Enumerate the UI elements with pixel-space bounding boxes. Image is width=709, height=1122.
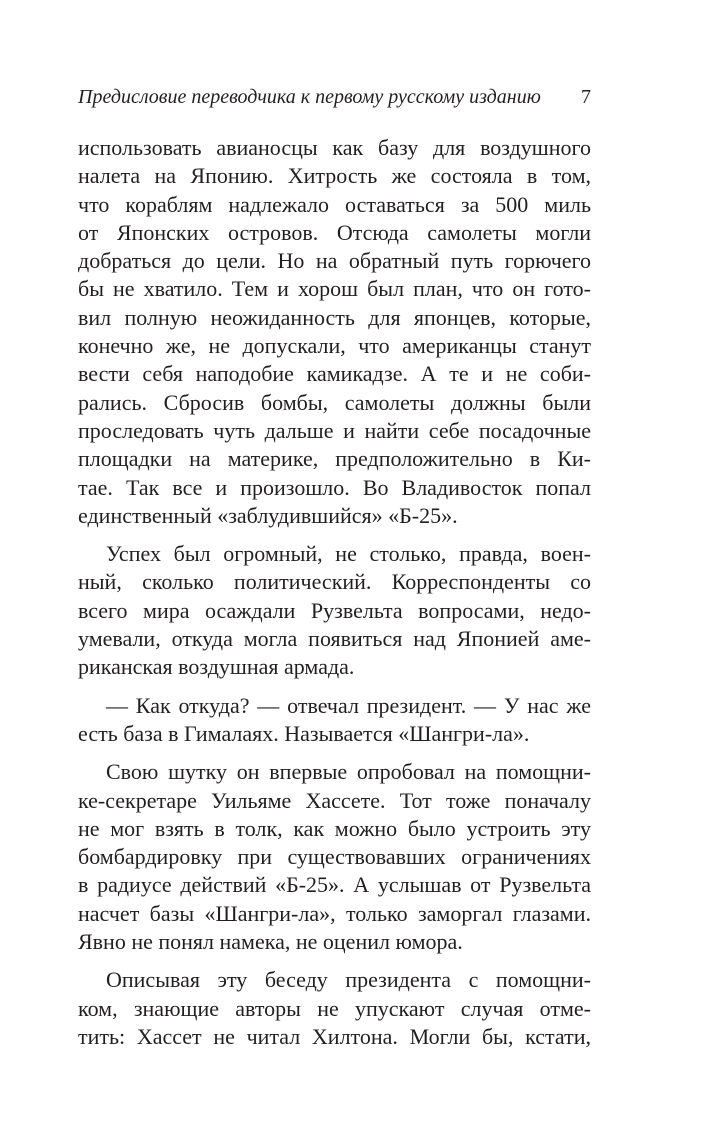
text-line: ком, знающие авторы не упускают случая отме- <box>78 995 591 1021</box>
text-line: риканская воздушная армада. <box>78 654 355 680</box>
text-line: есть база в Гималаях. Называется «Шангри-ла». <box>78 720 530 746</box>
text-line: ке-секретаре Уильяме Хассете. Тот тоже поначалу <box>78 787 591 813</box>
text-line: ный, сколько политический. Корреспонденты со <box>78 569 591 595</box>
text-line: единственный «заблудившийся» «Б-25». <box>78 502 458 528</box>
paragraph-5 <box>78 966 591 1051</box>
text-line: Свою шутку он впервые опробовал на помощни- <box>106 759 591 785</box>
text-line: тить: Хассет не читал Хилтона. Могли бы, кстати, <box>78 1023 591 1049</box>
text-line: что кораблям надлежало оставаться за 500 миль <box>78 191 591 217</box>
body-text <box>78 134 591 1051</box>
text-line: проследовать чуть дальше и найти себе посадочные <box>78 417 591 443</box>
text-line: в радиусе действий «Б-25». А услышав от Рузвельта <box>78 872 591 898</box>
text-line: бомбардировку при существовавших ограничениях <box>78 844 591 870</box>
page-number: 7 <box>581 86 591 108</box>
text-line: всего мира осаждали Рузвельта вопросами, недо- <box>78 597 591 623</box>
text-line: не мог взять в толк, как можно было устроить эту <box>78 815 591 841</box>
text-line: тае. Так все и произошло. Во Владивосток попал <box>78 474 591 500</box>
paragraph-3 <box>78 692 591 749</box>
text-line: насчет базы «Шангри-ла», только заморгал глазами. <box>78 900 591 926</box>
text-line: площадки на материке, предположительно в Ки- <box>78 446 591 472</box>
text-line: Явно не понял намека, не оценил юмора. <box>78 929 463 955</box>
paragraph-1 <box>78 134 591 530</box>
text-line: конечно же, не допускали, что американцы станут <box>78 333 591 359</box>
text-line: налета на Японию. Хитрость же состояла в том, <box>78 163 591 189</box>
text-line: — Как откуда? — отвечал президент. — У нас же <box>106 692 591 718</box>
text-line: Описывая эту беседу президента с помощни- <box>106 967 591 993</box>
text-line: Успех был огромный, не столько, правда, воен- <box>106 541 591 567</box>
text-line: бы не хватило. Тем и хорош был план, что он гото- <box>78 276 591 302</box>
text-line: рались. Сбросив бомбы, самолеты должны были <box>78 389 591 415</box>
text-line: использовать авианосцы как базу для воздушного <box>78 135 591 160</box>
text-line: умевали, откуда могла появиться над Японией аме- <box>78 626 591 652</box>
running-header <box>78 84 591 114</box>
paragraph-4 <box>78 758 591 956</box>
running-title: Предисловие переводчика к первому русскому изданию <box>78 86 541 108</box>
text-line: от Японских островов. Отсюда самолеты могли <box>78 219 591 245</box>
text-line: вил полную неожиданность для японцев, которые, <box>78 304 591 330</box>
paragraph-2 <box>78 540 591 681</box>
text-line: вести себя наподобие камикадзе. А те и не соби- <box>78 361 591 387</box>
text-line: добраться до цели. Но на обратный путь горючего <box>78 248 591 274</box>
